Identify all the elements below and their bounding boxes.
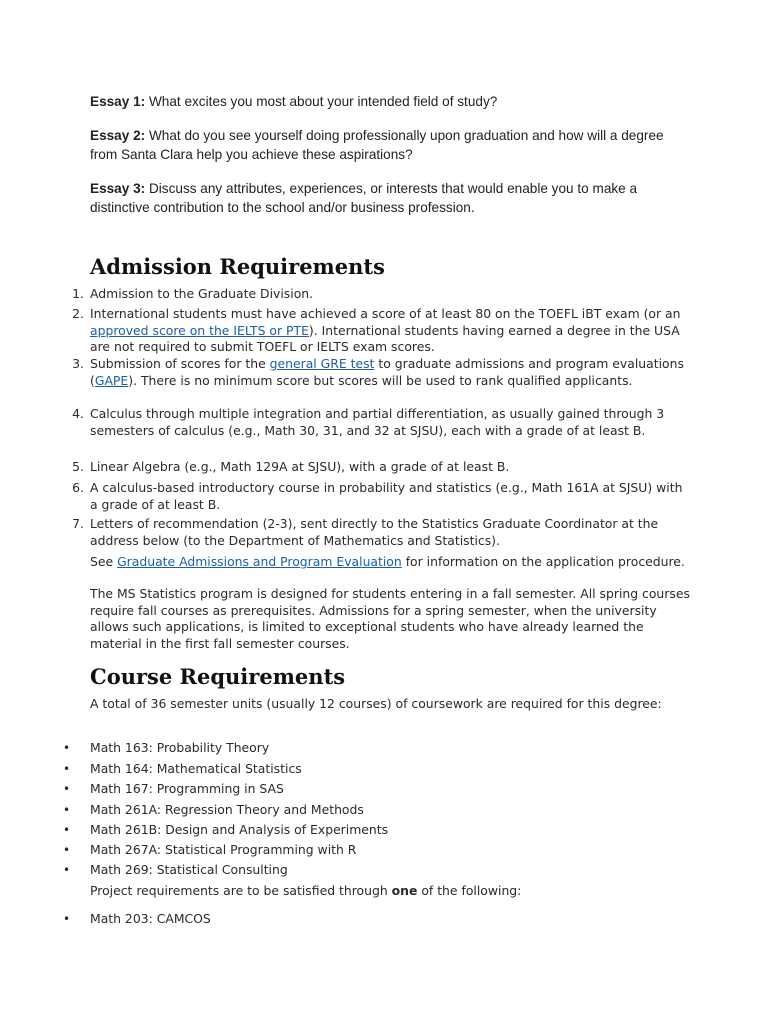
see-text: See [90,554,118,569]
admission-item-2 [90,306,690,356]
bullet-icon: • [63,782,71,796]
course-requirements-heading: Course Requirements [90,664,346,689]
gape-info-link[interactable]: Graduate Admissions and Program Evaluation [117,554,402,569]
admission-item-number: 2. [72,306,84,321]
project-requirements-text [90,883,690,900]
see-after-text: for information on the application procedure. [401,554,685,569]
course-item: Math 261B: Design and Analysis of Experiments [90,822,389,837]
admission-item-5: Linear Algebra (e.g., Math 129A at SJSU), with a grade of at least B. [90,459,510,474]
course-intro: A total of 36 semester units (usually 12 courses) of coursework are required for this degree: [90,696,662,711]
admission-item-6: A calculus-based introductory course in probability and statistics (e.g., Math 161A at SJSU) with a grade of at least B. [90,480,683,512]
admission-item-1: Admission to the Graduate Division. [90,286,314,301]
admission-item-number: 4. [72,406,84,421]
bullet-icon: • [63,741,71,755]
admission-item-number: 6. [72,480,84,495]
essay-2-label: Essay 2: [90,128,146,143]
project-emphasis: one [391,883,418,898]
admission-item-text: ). International students having earned a degree in the USA are not required to submit TOEFL or IELTS exam scores. [90,322,680,355]
course-item: Math 267A: Statistical Programming with R [90,842,357,857]
admission-item-number: 1. [72,286,84,301]
admission-item-text: to graduate admissions and program evaluations ( [90,356,684,388]
admission-item-7: Letters of recommendation (2-3), sent directly to the Statistics Graduate Coordinator at the address below (to the Department of Mathematics and Statistics). [90,516,659,548]
project-item: Math 203: CAMCOS [90,911,211,926]
bullet-icon: • [63,843,71,857]
essay-2 [90,126,690,164]
essay-3-label: Essay 3: [90,181,146,196]
essay-1-label: Essay 1: [90,94,146,109]
gape-link[interactable]: GAPE [94,372,129,388]
course-item: Math 261A: Regression Theory and Methods [90,802,364,817]
course-item: Math 269: Statistical Consulting [90,862,288,877]
admission-item-text: Submission of scores for the [90,356,270,371]
bullet-icon: • [63,762,71,776]
ielts-pte-link[interactable]: approved score on the IELTS or PTE [90,322,309,338]
admission-item-3 [90,356,690,389]
ms-statistics-note: The MS Statistics program is designed for students entering in a fall semester. All spring courses require fall courses as prerequisites. Admissions for a spring semester, when the university allows such applications, is limited to exceptional students who have already learned the material in the first fall semester courses. [90,586,690,651]
essay-2-text: What do you see yourself doing professionally upon graduation and how will a degree from Santa Clara help you achieve these aspirations? [90,128,664,162]
admission-item-text: International students must have achieved a score of at least 80 on the TOEFL iBT exam (or an [90,306,681,321]
see-application-paragraph [90,554,690,571]
essay-1-text: What excites you most about your intended field of study? [145,94,498,109]
course-item: Math 167: Programming in SAS [90,781,284,796]
project-text: Project requirements are to be satisfied through [90,883,392,898]
bullet-icon: • [63,803,71,817]
essay-3-text: Discuss any attributes, experiences, or interests that would enable you to make a distinctive contribution to the school and/or business profession. [90,181,638,215]
project-text-end: of the following: [417,883,522,898]
bullet-icon: • [63,912,71,926]
gre-test-link[interactable]: general GRE test [269,356,375,371]
bullet-icon: • [63,823,71,837]
essay-3 [90,179,690,217]
admission-item-text: ). There is no minimum score but scores will be used to rank qualified applicants. [128,372,633,388]
essay-1 [90,92,690,111]
admission-item-4: Calculus through multiple integration and partial differentiation, as usually gained through 3 semesters of calculus (e.g., Math 30, 31, and 32 at SJSU), each with a grade of at least B. [90,406,665,438]
bullet-icon: • [63,863,71,877]
course-item: Math 164: Mathematical Statistics [90,761,302,776]
admission-item-number: 5. [72,459,84,474]
admission-item-number: 7. [72,516,84,531]
admission-requirements-heading: Admission Requirements [90,254,385,279]
course-item: Math 163: Probability Theory [90,740,270,755]
admission-item-number: 3. [72,356,84,371]
